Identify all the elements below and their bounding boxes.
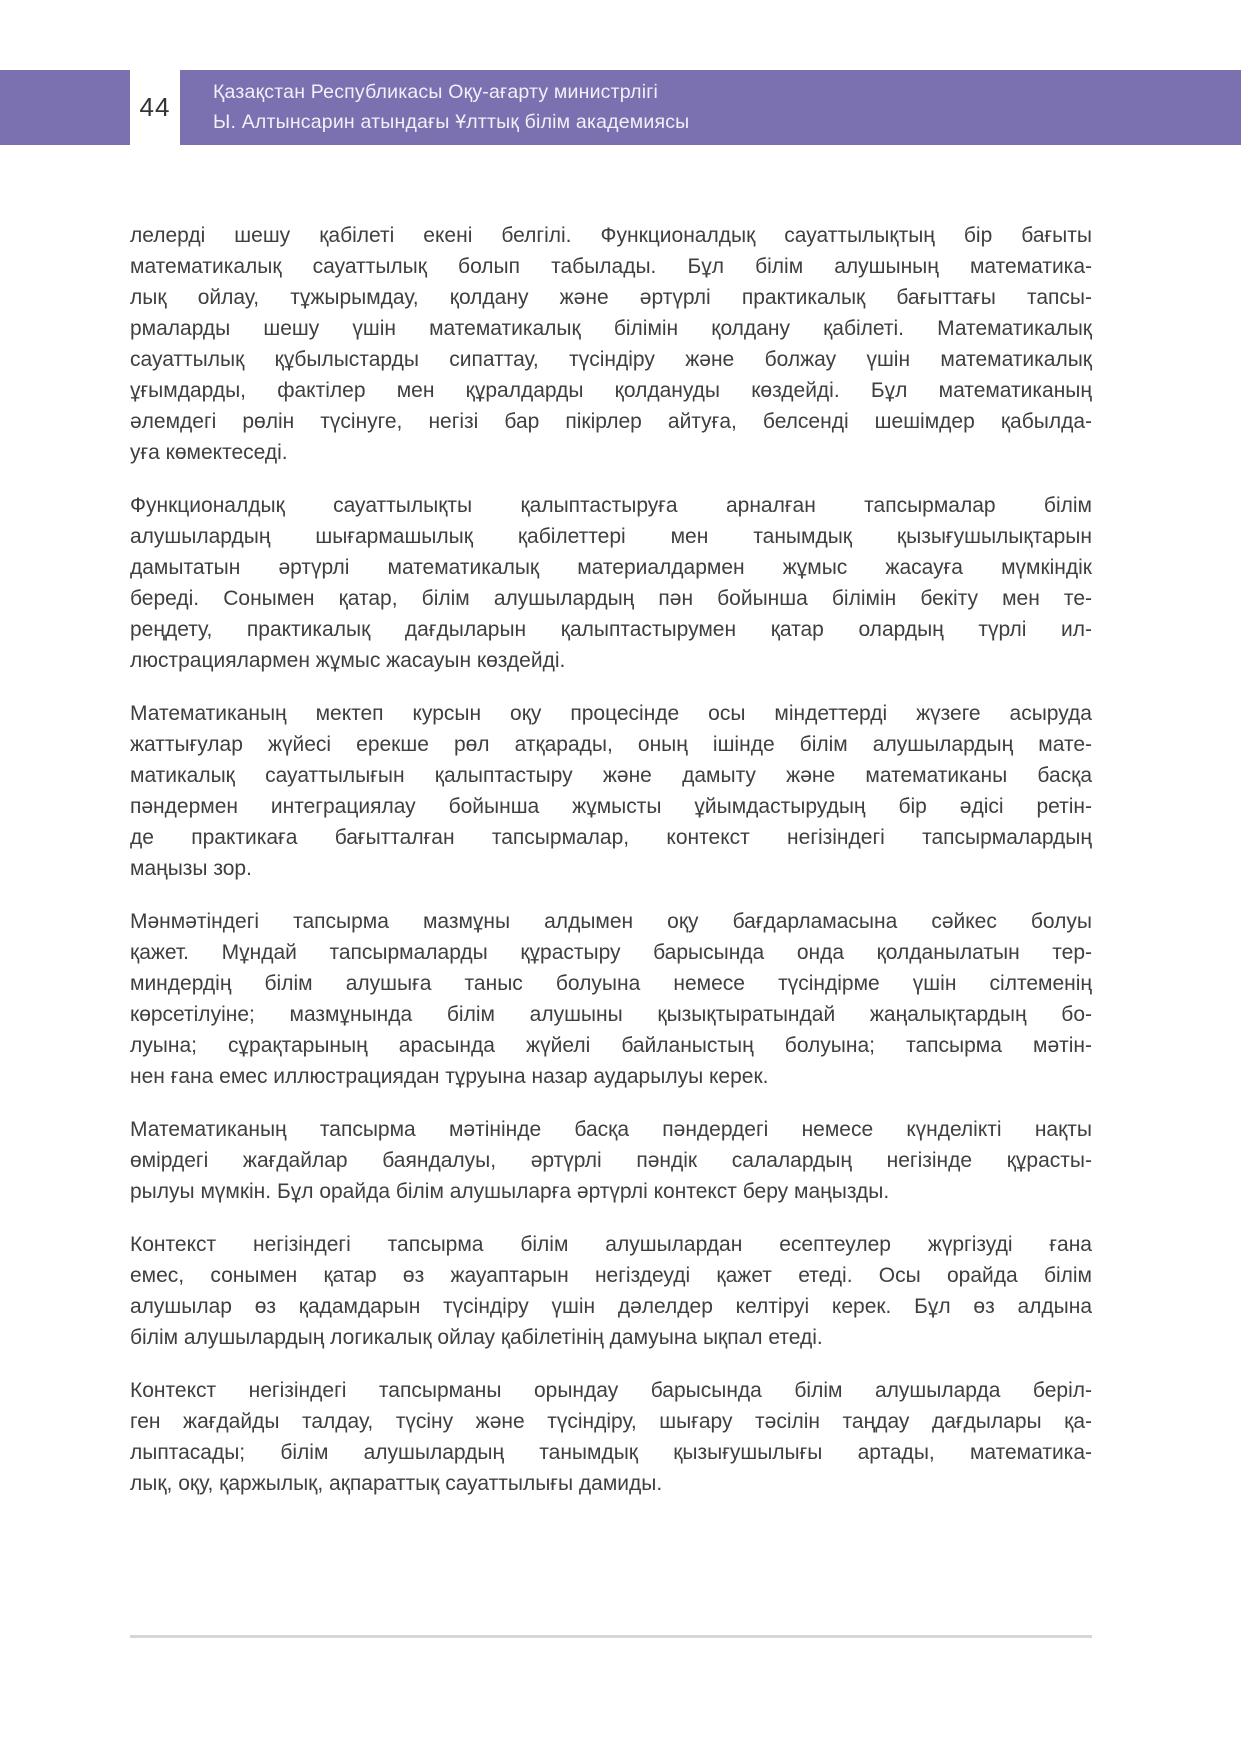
body-paragraph: Контекст негізіндегі тапсырманы орындау барысында білім алушыларда беріл- ген жағдайды талдау, түсіну және түсіндіру, шығару тәсілін таңдау дағдылары қа- лыптасады; білім алушылардың танымдық қызығушылығы артады, математика- лық, оқу, қаржылық, ақпараттық сауаттылығы дамиды.: [130, 1379, 1092, 1495]
body-paragraph: Функционалдық сауаттылықты қалыптастыруға арналған тапсырмалар білім алушылардың шығармашылық қабілеттері мен танымдық қызығушылықтарын дамытатын әртүрлі математикалық материалдармен жұмыс жасауға мүмкіндік береді. Сонымен қатар, білім алушылардың пән бойынша білімін бекіту мен те- реңдету, практикалық дағдыларын қалыптастырумен қатар олардың түрлі ил- люстрациялармен жұмыс жасауын көздейді.: [130, 494, 1092, 672]
body-paragraph: Мәнмәтіндегі тапсырма мазмұны алдымен оқу бағдарламасына сәйкес болуы қажет. Мұндай тапсырмаларды құрастыру барысында онда қолданылатын тер- миндердің білім алушыға таныс болуына немесе түсіндірме үшін сілтеменің көрсетілуіне; мазмұнында білім алушыны қызықтыратындай жаңалықтардың бо- луына; сұрақтарының арасында жүйелі байланыстың болуына; тапсырма мәтін- нен ғана емес иллюстрациядан тұруына назар аударылуы керек.: [130, 910, 1092, 1088]
body-paragraph: Контекст негізіндегі тапсырма білім алушылардан есептеулер жүргізуді ғана емес, сонымен қатар өз жауаптарын негіздеуді қажет етеді. Осы орайда білім алушылар өз қадамдарын түсіндіру үшін дәлелдер келтіруі керек. Бұл өз алдына білім алушылардың логикалық ойлау қабілетінің дамуына ықпал етеді.: [130, 1233, 1092, 1349]
body-paragraph: Математиканың мектеп курсын оқу процесінде осы міндеттерді жүзеге асыруда жаттығулар жүйесі ерекше рөл атқарады, оның ішінде білім алушылардың мате- матикалық сауаттылығын қалыптастыру және дамыту және математиканы басқа пәндермен интеграциялау бойынша жұмысты ұйымдастырудың бір әдісі ретін- де практикаға бағытталған тапсырмалар, контекст негізіндегі тапсырмалардың маңызы зор.: [130, 702, 1092, 880]
page-number-cell: [130, 70, 180, 145]
body-paragraph: Математиканың тапсырма мәтінінде басқа пәндердегі немесе күнделікті нақты өмірдегі жағдайлар баяндалуы, әртүрлі пәндік салалардың негізінде құрасты- рылуы мүмкін. Бұл орайда білім алушыларға әртүрлі контекст беру маңызды.: [130, 1118, 1092, 1203]
page-number: 44: [139, 92, 171, 122]
footer-divider: [130, 1635, 1092, 1638]
body-paragraph: лелерді шешу қабілеті екені белгілі. Функционалдық сауаттылықтың бір бағыты математикалық сауаттылық болып табылады. Бұл білім алушының математика- лық ойлау, тұжырымдау, қолдану және әртүрлі практикалық бағыттағы тапсы- рмаларды шешу үшін математикалық білімін қолдану қабілеті. Математикалық сауаттылық құбылыстарды сипаттау, түсіндіру және болжау үшін математикалық ұғымдарды, фактілер мен құралдарды қолдануды көздейді. Бұл математиканың әлемдегі рөлін түсінуге, негізі бар пікірлер айтуға, белсенді шешімдер қабылда- уға көмектеседі.: [130, 224, 1092, 464]
header-academy-line: Ы. Алтынсарин атындағы Ұлттық білім академиясы: [213, 111, 690, 133]
page-header: [0, 70, 1241, 145]
header-left-band: [0, 70, 130, 145]
header-ministry-line: Қазақстан Республикасы Оқу-ағарту министрлігі: [213, 81, 659, 103]
header-right-band: [180, 70, 1241, 145]
body-text: [130, 220, 1092, 1521]
